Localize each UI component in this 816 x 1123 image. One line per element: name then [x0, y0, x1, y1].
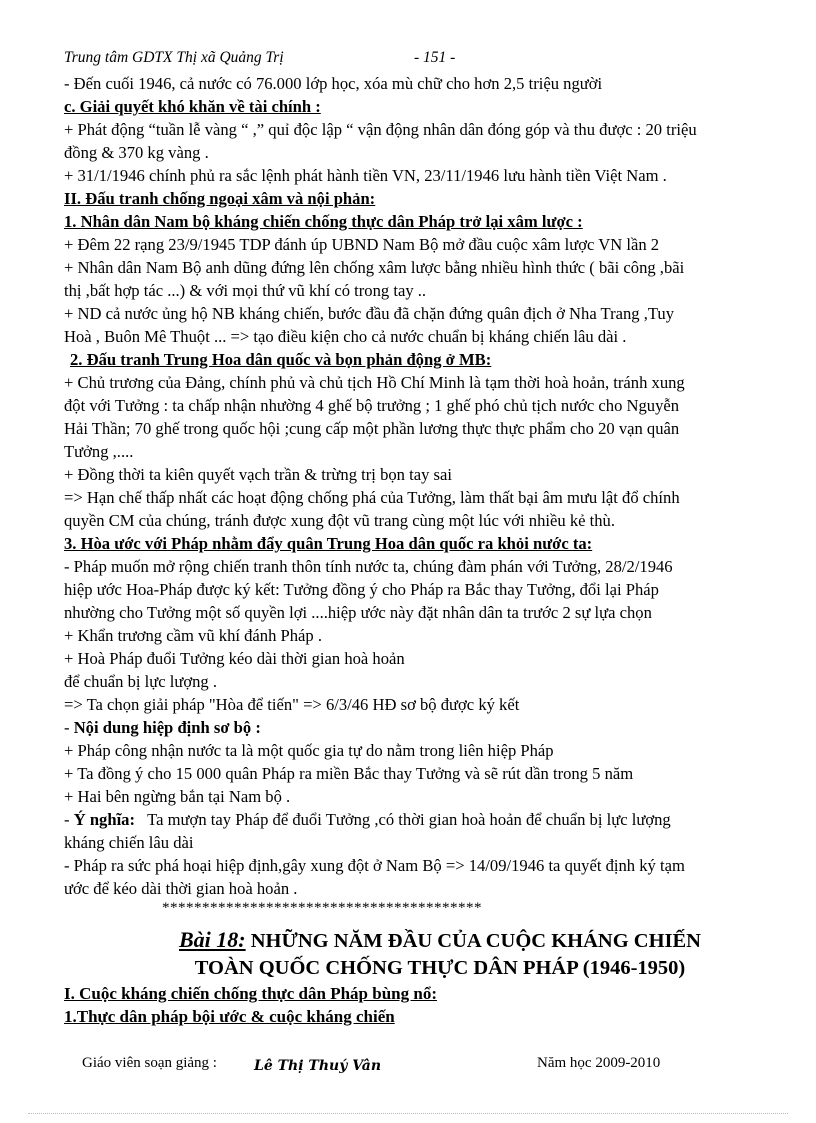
- text-line: + Chủ trương của Đảng, chính phủ và chủ tịch Hồ Chí Minh là tạm thời hoà hoản, tránh xung: [64, 373, 685, 392]
- footer-teacher-label: Giáo viên soạn giảng :: [82, 1055, 217, 1071]
- text-line: đột với Tưởng : ta chấp nhận nhường 4 ghế bộ trưởng ; 1 ghế phó chủ tịch nước cho Nguyễn: [64, 396, 680, 415]
- text-line: Hải Thần; 70 ghế trong quốc hội ;cung cấp một phần lương thực thực phẩm cho 20 vạn quân: [64, 419, 680, 438]
- text-line: nhường cho Tưởng một số quyền lợi ....hiệp ước này đặt nhân dân ta trước 2 sự lựa chọn: [64, 603, 652, 622]
- subsection-heading: 1.Thực dân pháp bội ước & cuộc kháng chiến: [64, 1007, 395, 1026]
- text-line: => Ta chọn giải pháp "Hòa để tiến" => 6/3/46 HĐ sơ bộ được ký kết: [64, 695, 520, 714]
- page-header: [64, 49, 764, 69]
- agreement-prefix: -: [64, 718, 74, 737]
- text-line: để chuẩn bị lực lượng .: [64, 672, 218, 691]
- lesson-title-text1: NHỮNG NĂM ĐẦU CỦA CUỘC KHÁNG CHIẾN: [245, 930, 701, 952]
- text-line: + Hai bên ngừng bắn tại Nam bộ .: [64, 787, 291, 806]
- lesson-title-line2: TOÀN QUỐC CHỐNG THỰC DÂN PHÁP (1946-1950): [194, 957, 686, 979]
- text-line: + Nhân dân Nam Bộ anh dũng đứng lên chống xâm lược bằng nhiều hình thức ( bãi công ,bãi: [64, 258, 685, 277]
- section-heading: II. Đấu tranh chống ngoại xâm và nội phản:: [64, 189, 376, 208]
- lesson-title-line1: [64, 926, 776, 955]
- separator-stars: ****************************************: [162, 900, 482, 916]
- text-line: - Pháp ra sức phá hoại hiệp định,gây xung đột ở Nam Bộ => 14/09/1946 ta quyết định ký tạm: [64, 856, 685, 875]
- text-line: - Đến cuối 1946, cả nước có 76.000 lớp học, xóa mù chữ cho hơn 2,5 triệu người: [64, 74, 603, 93]
- document-body: [64, 72, 776, 1028]
- significance-line: [64, 808, 776, 831]
- significance-prefix: -: [64, 810, 74, 829]
- text-line: - Pháp muốn mở rộng chiến tranh thôn tính nước ta, chúng đàm phán với Tưởng, 28/2/1946: [64, 557, 673, 576]
- text-line: + Pháp công nhận nước ta là một quốc gia tự do nằm trong liên hiệp Pháp: [64, 741, 554, 760]
- footer-teacher-name: Lê Thị Thuý Vân: [254, 1058, 382, 1074]
- text-line: + Hoà Pháp đuổi Tưởng kéo dài thời gian hoà hoản: [64, 649, 405, 668]
- significance-label: Ý nghĩa:: [73, 810, 136, 829]
- footer-school-year: Năm học 2009-2010: [537, 1055, 661, 1071]
- text-line: kháng chiến lâu dài: [64, 833, 194, 852]
- subsection-heading: 3. Hòa ước với Pháp nhằm đẩy quân Trung Hoa dân quốc ra khỏi nước ta:: [64, 534, 593, 553]
- text-line: => Hạn chế thấp nhất các hoạt động chống phá của Tưởng, làm thất bại âm mưu lật đổ chính: [64, 488, 680, 507]
- text-line: + Phát động “tuần lễ vàng “ ,” quỉ độc lập “ vận động nhân dân đóng góp và thu được : 20 triệu: [64, 120, 697, 139]
- header-page-number: - 151 -: [414, 49, 456, 66]
- text-line: quyền CM của chúng, tránh được xung đột vũ trang cùng một lúc với nhiều kẻ thù.: [64, 511, 615, 530]
- text-line: Hoà , Buôn Mê Thuột ... => tạo điều kiện cho cả nước chuẩn bị kháng chiến lâu dài .: [64, 327, 627, 346]
- section-heading: I. Cuộc kháng chiến chống thực dân Pháp bùng nổ:: [64, 984, 437, 1003]
- text-line: + 31/1/1946 chính phủ ra sắc lệnh phát hành tiền VN, 23/11/1946 lưu hành tiền Việt Nam .: [64, 166, 667, 185]
- page-bottom-divider: [28, 1113, 788, 1114]
- subsection-heading: 1. Nhân dân Nam bộ kháng chiến chống thực dân Pháp trở lại xâm lược :: [64, 212, 583, 231]
- text-line: ước để kéo dài thời gian hoà hoản .: [64, 879, 298, 898]
- text-line: + Đồng thời ta kiên quyết vạch trần & trừng trị bọn tay sai: [64, 465, 452, 484]
- lesson-label: Bài 18:: [179, 927, 246, 952]
- header-school: Trung tâm GDTX Thị xã Quảng Trị: [64, 49, 284, 66]
- lesson-title: [64, 926, 776, 982]
- text-line: + Khẩn trương cầm vũ khí đánh Pháp .: [64, 626, 323, 645]
- agreement-heading: [64, 716, 776, 739]
- text-line: hiệp ước Hoa-Pháp được ký kết: Tưởng đồng ý cho Pháp ra Bắc thay Tưởng, đổi lại Pháp: [64, 580, 659, 599]
- subsection-heading: c. Giải quyết khó khăn về tài chính :: [64, 97, 321, 116]
- page-footer: [82, 1052, 782, 1076]
- significance-text: Ta mượn tay Pháp để đuổi Tưởng ,có thời gian hoà hoản để chuẩn bị lực lượng: [135, 810, 671, 829]
- text-line: + ND cả nước ủng hộ NB kháng chiến, bước đầu đã chặn đứng quân địch ở Nha Trang ,Tuy: [64, 304, 675, 323]
- subsection-heading: 2. Đấu tranh Trung Hoa dân quốc và bọn phản động ở MB:: [70, 350, 492, 369]
- text-line: + Ta đồng ý cho 15 000 quân Pháp ra miền Bắc thay Tưởng và sẽ rút dần trong 5 năm: [64, 764, 634, 783]
- text-line: Tưởng ,....: [64, 442, 134, 461]
- text-line: + Đêm 22 rạng 23/9/1945 TDP đánh úp UBND Nam Bộ mở đầu cuộc xâm lược VN lần 2: [64, 235, 660, 254]
- text-line: đồng & 370 kg vàng .: [64, 143, 209, 162]
- agreement-label: Nội dung hiệp định sơ bộ :: [73, 718, 261, 737]
- text-line: thị ,bất hợp tác ...) & với mọi thứ vũ khí có trong tay ..: [64, 281, 427, 300]
